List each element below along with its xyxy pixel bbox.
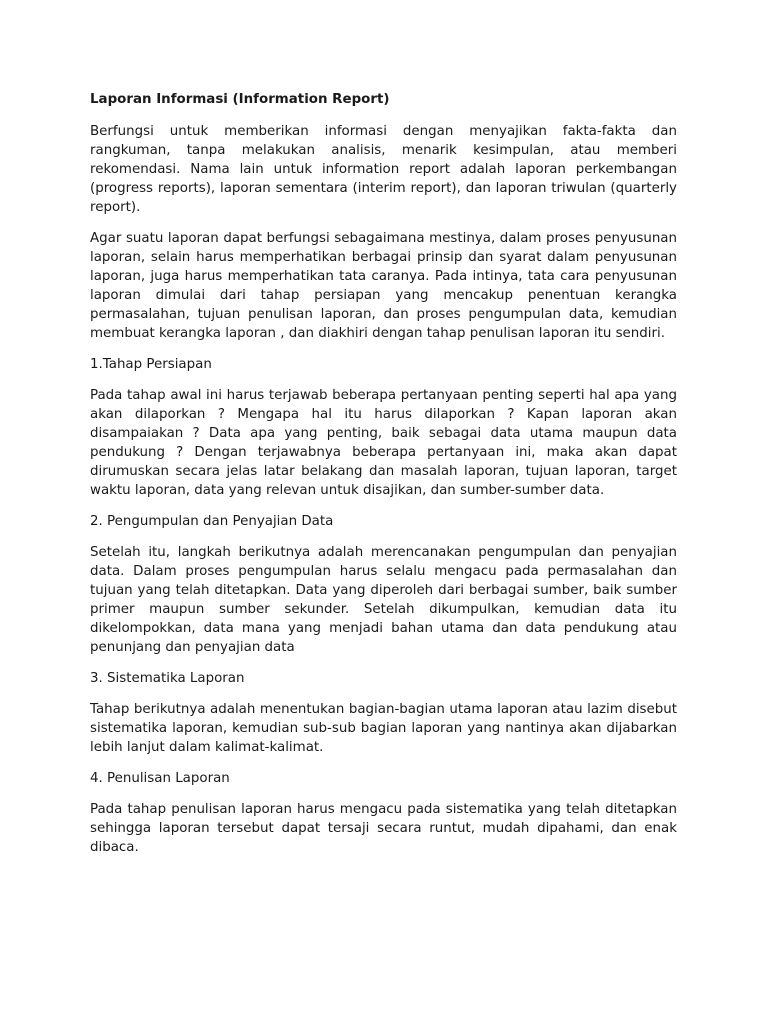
section-heading-sistematika: 3. Sistematika Laporan — [90, 671, 245, 686]
document-page — [90, 90, 677, 869]
intro-paragraph-2: Agar suatu laporan dapat berfungsi sebagaimana mestinya, dalam proses penyusunan laporan, selain harus memperhatikan berbagai prinsip dan syarat dalam penyusunan laporan, juga harus memperhatikan tata caranya. Pada intinya, tata cara penyusunan laporan dimulai dari tahap persiapan yang mencakup penentuan kerangka permasalahan, tujuan penulisan laporan, dan proses pengumpulan data, kemudian membuat kerangka laporan , dan diakhiri dengan tahap penulisan laporan itu sendiri. — [90, 231, 677, 341]
section-heading-pengumpulan: 2. Pengumpulan dan Penyajian Data — [90, 514, 334, 529]
section-body-persiapan: Pada tahap awal ini harus terjawab beberapa pertanyaan penting seperti hal apa yang akan dilaporkan ? Mengapa hal itu harus dilaporkan ? Kapan laporan akan disampaiakan ? Data apa yang penting, baik sebagai data utama maupun data pendukung ? Dengan terjawabnya beberapa pertanyaan ini, maka akan dapat dirumuskan secara jelas latar belakang dan masalah laporan, tujuan laporan, target waktu laporan, data yang relevan untuk disajikan, dan sumber-sumber data. — [90, 388, 677, 498]
section-heading-persiapan: 1.Tahap Persiapan — [90, 357, 212, 372]
intro-paragraph-1: Berfungsi untuk memberikan informasi dengan menyajikan fakta-fakta dan rangkuman, tanpa melakukan analisis, menarik kesimpulan, atau memberi rekomendasi. Nama lain untuk information report adalah laporan perkembangan (progress reports), laporan sementara (interim report), dan laporan triwulan (quarterly report). — [90, 124, 677, 215]
section-heading-penulisan: 4. Penulisan Laporan — [90, 771, 230, 786]
section-body-pengumpulan: Setelah itu, langkah berikutnya adalah merencanakan pengumpulan dan penyajian data. Dalam proses pengumpulan harus selalu mengacu pada permasalahan dan tujuan yang telah ditetapkan. Data yang diperoleh dari berbagai sumber, baik sumber primer maupun sumber sekunder. Setelah dikumpulkan, kemudian data itu dikelompokkan, data mana yang menjadi bahan utama dan data pendukung atau penunjang dan penyajian data — [90, 545, 677, 655]
document-title: Laporan Informasi (Information Report) — [90, 92, 390, 107]
section-body-sistematika: Tahap berikutnya adalah menentukan bagian-bagian utama laporan atau lazim disebut sistematika laporan, kemudian sub-sub bagian laporan yang nantinya akan dijabarkan lebih lanjut dalam kalimat-kalimat. — [90, 702, 677, 755]
section-body-penulisan: Pada tahap penulisan laporan harus mengacu pada sistematika yang telah ditetapkan sehingga laporan tersebut dapat tersaji secara runtut, mudah dipahami, dan enak dibaca. — [90, 802, 677, 855]
